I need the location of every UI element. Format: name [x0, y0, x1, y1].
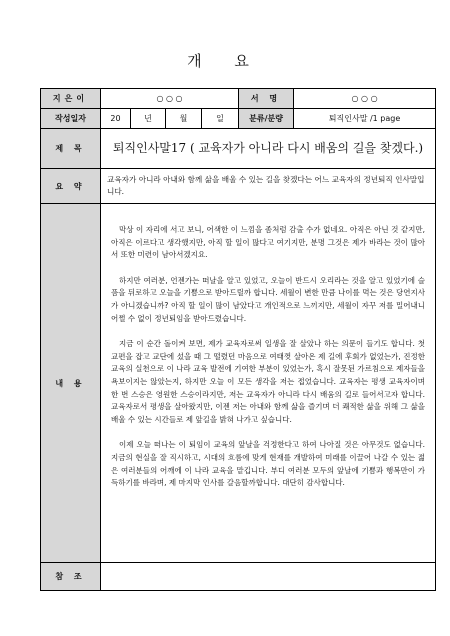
document-form-table — [40, 88, 436, 591]
content-label: 내 용 — [41, 204, 101, 563]
summary-value[interactable]: 교육자가 아니라 아내와 함께 삶을 배울 수 있는 길을 찾겠다는 어느 교육자의 정년퇴직 인사말입니다. — [101, 169, 436, 204]
content-body[interactable] — [101, 204, 436, 563]
reference-value[interactable] — [101, 563, 436, 591]
content-paragraph: 지금 이 순간 돌이켜 보면, 제가 교육자로써 일생을 잘 살았나 하는 의문이 들기도 합니다. 첫 교편을 잡고 교단에 섰을 때 그 떨렸던 마음으로 여태껏 살아온 제 길에 후회가 없었는가, 진정한 교육의 실천으로 이 나라 교육 발전에 기여한 부분이 있었는가, 혹시 잘못된 가르침으로 제자들을 욕보이지는 않았는지, 하지만 오늘 이 모든 생각을 저는 접었습니다. 교육자는 평생 교육자이며 한 번 스승은 영원한 스승이라지만, 저는 교육자가 아니라 다시 배움의 길로 들어서고자 합니다. 교육자로서 평생을 살아왔지만, 이젠 저는 아내와 함께 삶을 즐기며 더 쾌적한 삶을 위해 그 삶을 배울 수 있는 시간들로 제 앞길을 밝혀 나가고 싶습니다. — [111, 339, 426, 424]
author-value[interactable]: ○ ○ ○ — [101, 89, 239, 109]
subject-label: 제 목 — [41, 129, 101, 169]
page-title: 개 요 — [187, 52, 263, 70]
content-paragraph: 하지만 여러분, 언젠가는 떠날을 알고 있었고, 오늘이 반드시 오리라는 것을 알고 있었기에 슬픔을 뒤로하고 오늘을 기쁨으로 받아드릴까 합니다. 세월이 변한 만큼 나이를 먹는 것은 당연지사가 아니겠습니까? 아직 할 일이 많이 남았다고 개인적으로 느끼지만, 세월이 자꾸 저를 밀어내니 어쩔 수 없이 정년퇴임을 받아드렸습니다. — [111, 275, 426, 323]
summary-label: 요 약 — [41, 169, 101, 204]
subject-value[interactable]: 퇴직인사말17 ( 교육자가 아니라 다시 배움의 길을 찾겠다.) — [101, 129, 436, 169]
signature-label: 서 명 — [239, 89, 294, 109]
date-month-unit: 월 — [166, 109, 202, 129]
author-label: 지은이 — [41, 89, 101, 109]
date-year-unit: 년 — [131, 109, 166, 129]
date-year[interactable]: 20 — [101, 109, 131, 129]
content-paragraph: 이제 오늘 떠나는 이 퇴임이 교육의 앞날을 걱정한다고 하여 나아질 것은 아무것도 없습니다. 지금의 현실을 잘 직시하고, 시대의 흐름에 맞게 현재를 개발하여 미래를 이끌어 나갈 수 있는 젊은 여러분들의 어깨에 이 나라 교육을 맡깁니다. 부디 여러분 모두의 앞날에 기쁨과 행복만이 가득하기를 바라며, 제 마지막 인사를 갈음할까합니다. 대단히 감사합니다. — [111, 440, 426, 488]
date-label: 작성일자 — [41, 109, 101, 129]
reference-label: 참 조 — [41, 563, 101, 591]
signature-value[interactable]: ○ ○ ○ — [294, 89, 436, 109]
category-label: 분류/분량 — [239, 109, 294, 129]
content-paragraph: 막상 이 자리에 서고 보니, 어색한 이 느낌을 좀처럼 감출 수가 없네요. 아직은 아닌 것 같지만, 아직은 이르다고 생각했지만, 아직 할 일이 많다고 여기지만, 분명 그것은 제가 바라는 것이 많아서 또한 미련이 남아서겠지요. — [111, 225, 426, 260]
category-value[interactable]: 퇴직인사말 /1 page — [294, 109, 436, 129]
date-day-unit: 일 — [202, 109, 239, 129]
